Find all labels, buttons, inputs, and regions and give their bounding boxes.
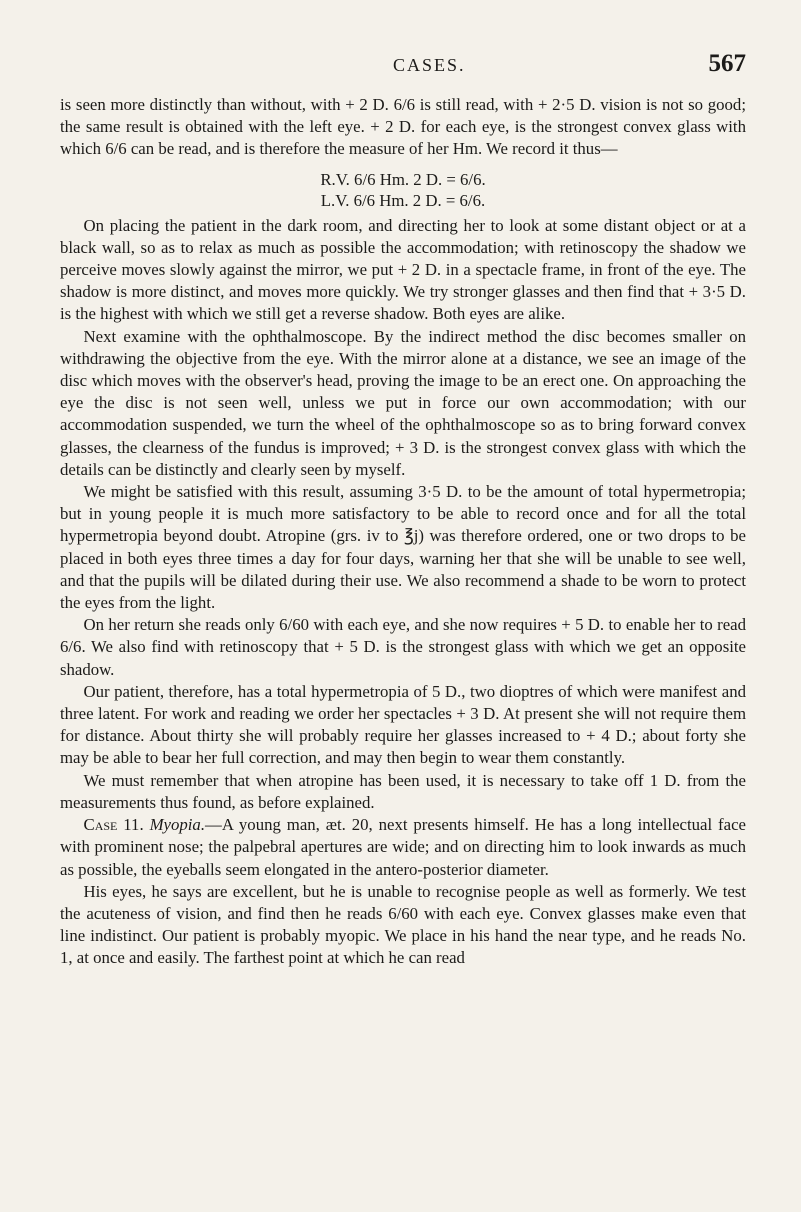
vision-record <box>60 169 746 211</box>
record-right-eye: R.V. 6/6 Hm. 2 D. = 6/6. <box>320 169 486 189</box>
case-title: Myopia. <box>149 815 206 835</box>
paragraph-ophthalmoscope: Next examine with the ophthalmoscope. By the indirect method the disc becomes smaller on withdrawing the objective from the eye. With the mirror alone at a distance, we see an image of the disc which moves with the observer's head, proving the image to be an erect one. On approaching the eye the disc is not seen well, unless we put in force our own accommodation; with our accommodation suspended, we turn the wheel of the ophthalmoscope so as to bring forward convex glasses, the clearness of the fundus is improved; + 3 D. is the strongest convex glass with which the details can be distinctly and clearly seen by myself. <box>60 326 746 479</box>
case-text: —A young man, æt. 20, next presents himself. He has a long intellectual face with prominent nose; the palpebral apertures are wide; and on directing him to look inwards as much as possible, the eyeballs seem elongated in the antero-posterior diameter. <box>60 815 746 879</box>
paragraph-retinoscopy: On placing the patient in the dark room, and directing her to look at some distant object or at a black wall, so as to relax as much as possible the accommodation; with retinoscopy the shadow we perceive moves slowly against the mirror, we put + 2 D. in a spectacle frame, in front of the eye. The shadow is more distinct, and moves more quickly. We try stronger glasses and then find that + 3·5 D. is the highest with which we still get a reverse shadow. Both eyes are alike. <box>60 215 746 324</box>
page-body <box>60 94 746 970</box>
paragraph-atropine: We might be satisfied with this result, assuming 3·5 D. to be the amount of total hypermetropia; but in young people it is much more satisfactory to be able to record once and for all the total hypermetropia beyond doubt. Atropine (grs. iv to ℥j) was therefore ordered, one or two drops to be placed in both eyes three times a day for four days, warning her that she will be unable to see well, and that the pupils will be dilated during their use. We also recommend a shade to be worn to protect the eyes from the light. <box>60 482 746 613</box>
running-header <box>60 50 746 94</box>
record-left-eye: L.V. 6/6 Hm. 2 D. = 6/6. <box>320 190 486 210</box>
case-label: Case 11. <box>83 815 144 835</box>
paragraph-diagnosis: Our patient, therefore, has a total hypermetropia of 5 D., two dioptres of which were manifest and three latent. For work and reading we order her spectacles + 3 D. At present she will not require them for distance. About thirty she will probably require her glasses increased to + 4 D.; about forty she may be able to bear her full correction, and may then begin to wear them constantly. <box>60 681 746 768</box>
paragraph-atropine-note: We must remember that when atropine has been used, it is necessary to take off 1 D. from the measurements thus found, as before explained. <box>60 770 746 812</box>
paragraph-continued: is seen more distinctly than without, with + 2 D. 6/6 is still read, with + 2·5 D. vision is not so good; the same result is obtained with the left eye. + 2 D. for each eye, is the strongest convex glass with which 6/6 can be read, and is therefore the measure of her Hm. We record it thus— <box>60 95 746 159</box>
running-title: CASES. <box>392 55 466 75</box>
page-number: 567 <box>708 50 746 77</box>
case-paragraph-continued: His eyes, he says are excellent, but he is unable to recognise people as well as formerly. We test the acuteness of vision, and find then he reads 6/60 with each eye. Convex glasses make even that line indistinct. Our patient is probably myopic. We place in his hand the near type, and he reads No. 1, at once and easily. The farthest point at which he can read <box>60 881 746 968</box>
case-paragraph <box>60 814 746 881</box>
paragraph-return: On her return she reads only 6/60 with each eye, and she now requires + 5 D. to enable her to read 6/6. We also find with retinoscopy that + 5 D. is the strongest glass with which we get an opposite shadow. <box>60 615 746 679</box>
